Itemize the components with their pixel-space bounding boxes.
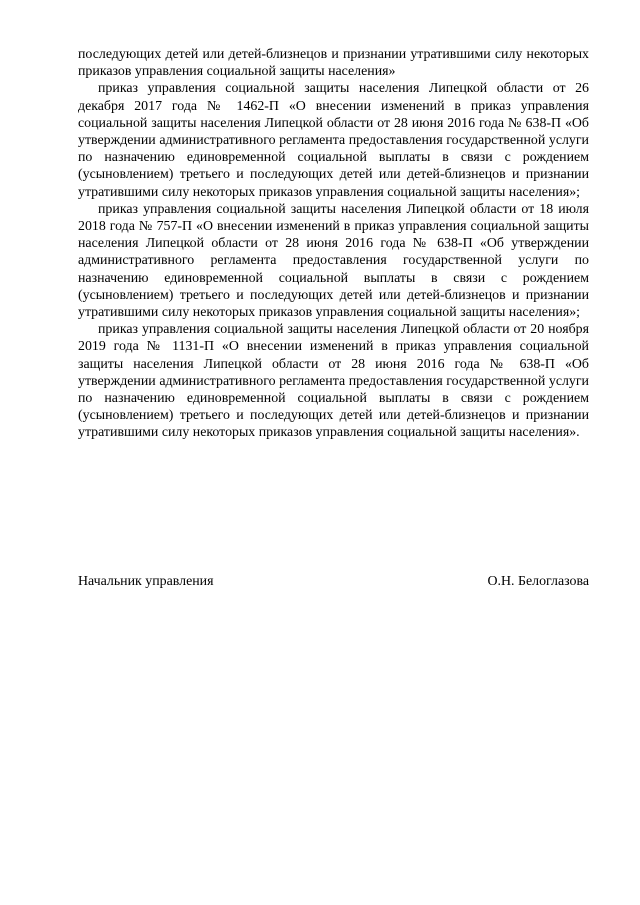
paragraph-order-1131: приказ управления социальной защиты населения Липецкой области от 20 ноября 2019 года № 1131-П «О внесении изменений в приказ управления социальной защиты населения Липецкой области от 28 июня 2016 года № 638-П «Об утверждении административного регламента предоставления государственной услуги по назначению единовременной социальной выплаты в связи с рождением (усыновлением) третьего и последующих детей или детей-близнецов и признании утратившими силу некоторых приказов управления социальной защиты населения». [78, 322, 589, 441]
document-body [78, 46, 589, 442]
signature-block [78, 573, 589, 590]
signatory-position: Начальник управления [78, 574, 214, 589]
paragraph-continuation: последующих детей или детей-близнецов и признании утратившими силу некоторых приказов управления социальной защиты населения» [78, 47, 589, 80]
signatory-name: О.Н. Белоглазова [487, 574, 589, 589]
paragraph-order-757: приказ управления социальной защиты населения Липецкой области от 18 июля 2018 года № 757-П «О внесении изменений в приказ управления социальной защиты населения Липецкой области от 28 июня 2016 года № 638-П «Об утверждении административного регламента предоставления государственной услуги по назначению единовременной социальной выплаты в связи с рождением (усыновлением) третьего и последующих детей или детей-близнецов и признании утратившими силу некоторых приказов управления социальной защиты населения»; [78, 201, 589, 321]
paragraph-order-1462: приказ управления социальной защиты населения Липецкой области от 26 декабря 2017 года № 1462-П «О внесении изменений в приказ управления социальной защиты населения Липецкой области от 28 июня 2016 года № 638-П «Об утверждении административного регламента предоставления государственной услуги по назначению единовременной социальной выплаты в связи с рождением (усыновлением) третьего и последующих детей или детей-близнецов и признании утратившими силу некоторых приказов управления социальной защиты населения»; [78, 81, 589, 200]
